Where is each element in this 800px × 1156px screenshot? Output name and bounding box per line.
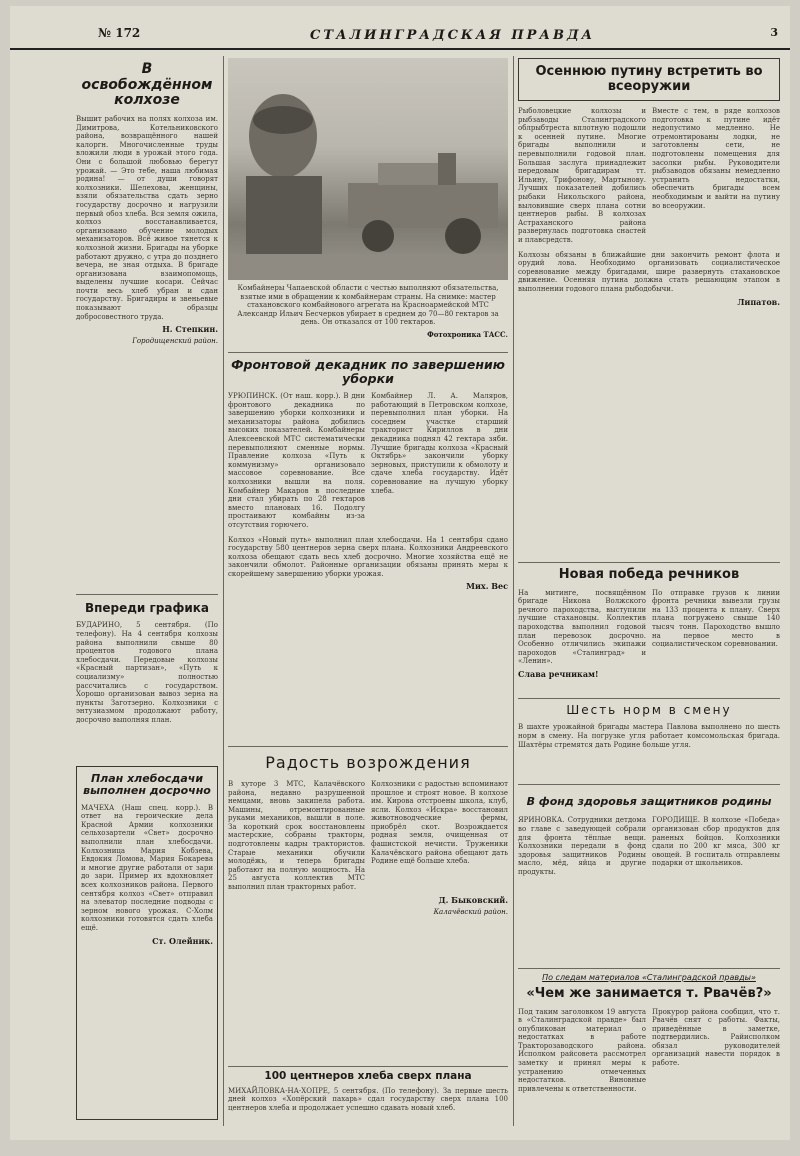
article-place: Городищенский район. <box>132 337 218 346</box>
article-rvachev <box>518 972 780 1126</box>
article-text-col-c: Колхозы обязаны в ближайшие дни закончить ремонт флота и орудий лова. Необходимо организовать социалистическое соревнование между бригадами, шире развернуть стахановское движение. Осенняя путина должна стать решающим этапом в выполнении годового плана рыбодобычи. <box>518 250 780 293</box>
photo-caption: Комбайнеры Чапаевской области с честью выполняют обязательства, взятые ими в обращении к комбайнерам страны. На снимке: мастер стахановского комбайнового агрегата на Красноармейской МТС Александр Ильич Бесчерков убирает в среднем до 70—80 гектаров за день. Он отказался от 100 гектаров. <box>237 284 499 327</box>
article-six-norms <box>518 702 780 780</box>
article-signature: Слава речникам! <box>518 668 599 679</box>
article-heading: Радость возрождения <box>265 753 471 772</box>
divider <box>228 1066 508 1067</box>
newspaper-page <box>10 6 790 1140</box>
article-text-col-a: Под таким заголовком 19 августа в «Сталинградской правде» был опубликован материал о недостатках в работе Тракторозаводского района. Исполком райсовета рассмотрел заметку и принял меры к устранению отмеченных недостатков. Виновные привлечены к ответственности. <box>518 1007 646 1093</box>
article-signature: Д. Быковский. <box>438 894 508 905</box>
article-text: МАЧЕХА (Наш спец. корр.). В ответ на героические дела Красной Армии колхозники сельхозартели «Свет» досрочно выполнили план хлебосдачи. Колхозница Мария Кобзева, Евдокия Ломова, Мария Бокарева и многие другие работали от зари до зари. Пример их вдохновляет всех колхозников района. Первого сентября колхоз «Свет» отправил на элеватор последние подводы с зерном нового урожая. С-Холм колхозники готовятся сдать хлеба ещё. <box>81 803 213 932</box>
article-heading: План хлебосдачи выполнен досрочно <box>83 772 211 798</box>
article-health-fund <box>518 788 780 964</box>
article-text: БУДАРИНО, 5 сентября. (По телефону). На 4 сентября колхозы района выполнили свыше 80 процентов годового плана хлебосдачи. Передовые колхозы «Красный партизан», «Путь к социализму» полностью рассчитались с государством. Хорошо организован вывоз зерна на пункты Заготзерно. Колхозники с энтузиазмом продолжают работу, досрочно выполняя план. <box>76 621 218 724</box>
article-heading: Шесть норм в смену <box>566 703 732 717</box>
article-text: В шахте урожайной бригады мастера Павлова выполнено по шесть норм в смену. На погрузке угля работает комсомольская бригада. Шахтёры стремятся дать Родине больше угля. <box>518 723 780 749</box>
photo-image <box>228 58 508 280</box>
column-divider <box>513 56 514 1126</box>
page-number: 3 <box>770 26 778 39</box>
article-heading: В освобождённом колхозе <box>81 61 213 109</box>
article-text-col-a: ЯРИНОВКА. Сотрудники детдома во главе с заведующей собрали для фронта тёплые вещи. Колхозники передали в фонд здоровья защитников Родины масло, мёд, яйца и другие продукты. <box>518 816 646 876</box>
column-divider <box>223 56 224 1126</box>
article-ahead-of-schedule <box>76 600 218 750</box>
article-text-col-a: УРЮПИНСК. (От наш. корр.). В дни фронтового декадника по завершению уборки колхозники и механизаторы района добились высоких показателей. Комбайнеры Алексеевской МТС систематически перевыполняют сменные нормы. Правление колхоза «Путь к коммунизму» организовало массовое соревнование. Все колхозники вышли на поля. Комбайнер Макаров в последние дни стал убирать по 28 гектаров вместо плановых 16. Подолгу простаивают комбайны из-за отсутствия горючего. <box>228 392 365 529</box>
divider <box>518 784 780 785</box>
divider <box>518 698 780 699</box>
harvest-photo <box>228 58 508 280</box>
article-signature: Ст. Олейник. <box>152 935 213 946</box>
article-text-col-b: Прокурор района сообщил, что т. Рвачёв снят с работы. Факты, приведённые в заметке, подтвердились. Райисполком обязал руководителей организаций навести порядок в работе. <box>652 1007 780 1068</box>
article-text-col-a: На митинге, посвящённом бригаде Никона Волжского речного пароходства, выступили лучшие стахановцы. Коллектив пароходства выполнил годовой план перевозок досрочно. Особенно отличились экипажи пароходов «Сталинград» и «Ленин». <box>518 588 646 666</box>
article-text-col-b: Колхозники с радостью вспоминают прошлое и строят новое. В колхозе им. Кирова отстроены школа, клуб, ясли. Колхоз «Искра» восстановил животноводческие фермы, приобрёл скот. Возрождается родная земля, очищенная от фашистской нечисти. Труженики Калачёвского района обещают дать Родине ещё больше хлеба. <box>371 779 508 866</box>
divider <box>228 746 508 747</box>
divider <box>518 968 780 969</box>
article-text-col-a: Рыболовецкие колхозы и рыбзаводы Сталинградского облрыбтреста вплотную подошли к осенней путине. Многие бригады выполнили и перевыполнили годовой план. Большая заслуга принадлежит передовым бригадирам тт. Ильину, Трифонову, Мартынову. Лучших показателей добились рыбаки Никольского района, выловившие сверх плана сотни центнеров рыбы. В колхозах Астраханского района развернулась подготовка снастей и плавсредств. <box>518 107 646 244</box>
photo-caption-block <box>228 284 508 348</box>
article-signature: Липатов. <box>737 296 780 307</box>
divider <box>228 352 508 353</box>
article-heading: В фонд здоровья защитников родины <box>526 795 772 808</box>
article-text-col-b: Комбайнер Л. А. Маляров, работающий в Петровском колхозе, перевыполнил план уборки. На соседнем участке старший тракторист Кириллов в дни декадника поднял 42 гектара зяби. Лучшие бригады колхоза «Красный Октябрь» закончили уборку зерновых, приступили к обмолоту и сдаче хлеба государству. Идёт соревнование на лучшую уборку хлеба. <box>371 392 508 495</box>
article-text-col-a: В хуторе 3 МТС, Калачёвского района, недавно разрушенной немцами, вновь закипела работа. Машины, отремонтированные руками механиков, вышли в поле. За короткий срок восстановлены мастерские, собраны тракторы, подготовлены кадры трактористов. Старые механики обучили молодёжь, и теперь бригады работают на полную мощность. На 25 августа коллектив МТС выполнил план тракторных работ. <box>228 779 365 892</box>
newspaper-title: СТАЛИНГРАДСКАЯ ПРАВДА <box>310 28 596 43</box>
article-plan-fulfilled <box>76 766 218 1120</box>
article-subheading: По следам материалов «Сталинградской правды» <box>542 973 756 982</box>
masthead <box>10 6 790 50</box>
article-heading: Впереди графика <box>84 601 210 615</box>
article-signature: Н. Степкин. <box>162 324 218 335</box>
article-river-workers <box>518 566 780 694</box>
article-text-col-b: Вместе с тем, в ряде колхозов подготовка к путине идёт недопустимо медленно. Не отремонтированы лодки, не заготовлены сети, не подготовлены помещения для засолки рыбы. Руководители рыбзаводов обязаны немедленно устранить недостатки, обеспечить бригады всем необходимым и выйти на путину во всеоружии. <box>652 107 780 210</box>
article-100-centners <box>228 1070 508 1126</box>
article-text-col-b: По отправке грузов к линии фронта речники вывезли грузы на 133 процента к плану. Сверх плана погружено свыше 140 тысяч тонн. Пароходство вышло на первое место в социалистическом соревновании. <box>652 588 780 649</box>
article-text-col-c: Колхоз «Новый путь» выполнил план хлебосдачи. На 1 сентября сдано государству 580 центнеров зерна сверх плана. Колхозники Андреевского колхоза обещают сдать весь хлеб досрочно. Многие хозяйства ещё не закончили обмолот. Районные организации обязаны принять меры к скорейшему завершению уборки урожая. <box>228 535 508 578</box>
article-text: Вышит рабочих на полях колхоза им. Димитрова, Котельниковского района, возвращённого нашей калоргн. Многочисленные труды вложили люди в урожай этого года. Они с большой любовью берегут урожай. — Это тебе, наша любимая родина! — от души говорят колхозники. Шелеховы, женщины, взяли обязательства сдать зерно государству досрочно и нагрузили первый обоз хлеба. Вся земля ожила, колхоз восстанавливается, организовано обучение молодых механизаторов. Всё живое тянется к колхозной жизни. Бригады на уборке работают дружно, с утра до позднего вечера, не зная отдыха. В бригаде организована взаимопомощь, выделены лучшие косари. Сейчас почти весь хлеб убран и сдан государству. Бригадиры и звеньевые показывают образцы добросовестного труда. <box>76 115 218 321</box>
divider <box>76 594 218 595</box>
article-frontline-decade <box>228 356 508 741</box>
article-place: Калачёвский район. <box>433 907 508 916</box>
article-signature: Мих. Вес <box>466 581 508 592</box>
article-heading: Новая победа речников <box>558 567 740 582</box>
article-text-col-b: ГОРОДИЩЕ. В колхозе «Победа» организован сбор продуктов для раненых бойцов. Колхозники сдали по 200 кг мяса, 300 кг овощей. В госпиталь отправлены подарки от школьников. <box>652 816 780 868</box>
article-heading: 100 центнеров хлеба сверх плана <box>264 1070 472 1082</box>
issue-number: № 172 <box>98 26 141 40</box>
article-liberated-kolkhoz <box>76 58 218 578</box>
article-text: МИХАЙЛОВКА-НА-ХОПРЕ, 5 сентября. (По телефону). За первые шесть дней колхоз «Хопёрский пахарь» сдал государству сверх плана 100 центнеров хлеба и продолжает успешно сдавать новый хлеб. <box>228 1086 508 1112</box>
article-heading: «Чем же занимается т. Рвачёв?» <box>526 985 772 1001</box>
article-heading: Фронтовой декадник по завершению уборки <box>231 357 505 386</box>
article-revival <box>228 750 508 1062</box>
article-heading: Осеннюю путину встретить во всеоружии <box>518 58 780 101</box>
article-autumn-fishing <box>518 58 780 558</box>
photo-credit: Фотохроника ТАСС. <box>427 329 508 339</box>
divider <box>518 562 780 563</box>
